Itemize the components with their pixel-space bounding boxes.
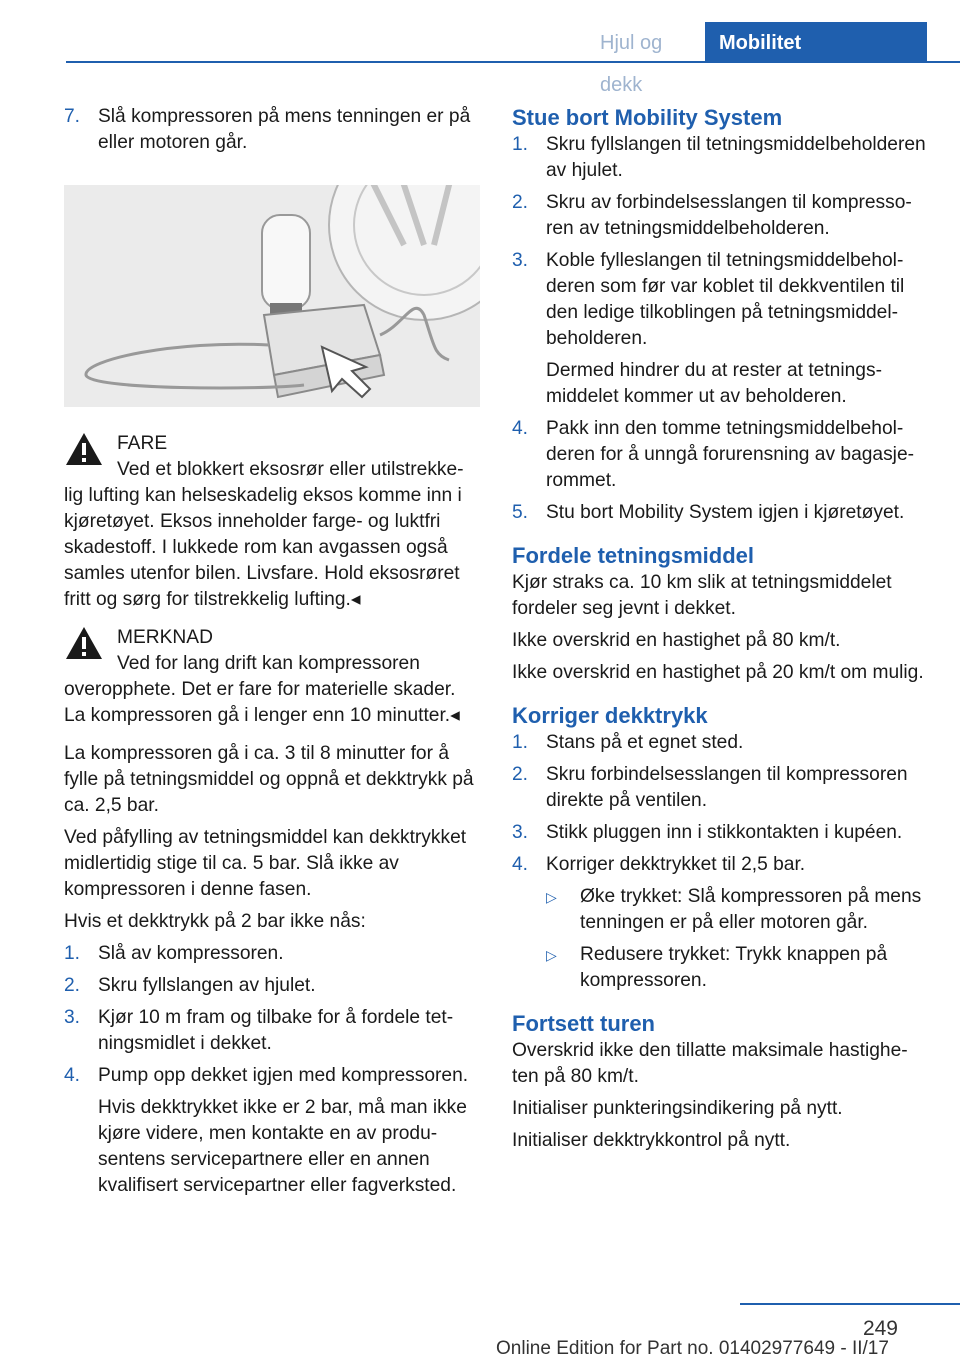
notice-warning [64, 625, 480, 729]
list-number: 1. [64, 943, 81, 964]
list-number: 4. [512, 418, 529, 439]
paragraph: La kompressoren gå i ca. 3 til 8 minutter for å fylle på tetningsmiddel og oppnå et dekktrykk på ca. 2,5 bar. [64, 743, 474, 816]
list-text: Pump opp dekket igjen med kompressoren. [98, 1065, 469, 1086]
list-number: 2. [64, 975, 81, 996]
sub-list-text: Redusere trykket: Trykk knappen på kompressoren. [580, 944, 888, 991]
list-item [64, 973, 480, 999]
list-text: Kjør 10 m fram og tilbake for å fordele tetningsmidlet i dekket. [98, 1007, 454, 1054]
paragraph: Initialiser dekktrykkontrol på nytt. [512, 1130, 791, 1151]
list-text: Koble fylleslangen til tetningsmiddelbeholderen som før var koblet til dekkventilen til den ledige tilkoblingen på tetningsmiddelbeholderen. [546, 250, 905, 349]
sub-list-text: Øke trykket: Slå kompressoren på mens tenningen er på eller motoren går. [580, 886, 922, 933]
list-text: Stans på et egnet sted. [546, 732, 744, 753]
page-number: 249 [862, 1317, 898, 1340]
paragraph: Overskrid ikke den tillatte maksimale hastigheten på 80 km/t. [512, 1040, 908, 1087]
list-number: 2. [512, 764, 529, 785]
list-item [512, 730, 926, 756]
list-item [64, 941, 480, 967]
list-number: 3. [64, 1007, 81, 1028]
list-text: Skru fyllslangen til tetningsmiddelbeholderen av hjulet. [546, 134, 926, 181]
list-item [512, 132, 926, 184]
edition-note: Online Edition for Part no. 01402977649 - II/17 [496, 1338, 889, 1359]
list-text: Stikk pluggen inn i stikkontakten i kupéen. [546, 822, 903, 843]
paragraph: Ved påfylling av tetningsmiddel kan dekktrykket midlertidig stige til ca. 5 bar. Slå ikke av kompressoren i denne fasen. [64, 827, 467, 900]
section-tab: Hjul og dekk [600, 32, 663, 96]
list-item [64, 1005, 480, 1057]
list-text: Skru av forbindelsesslangen til kompressoren av tetningsmiddelbeholderen. [546, 192, 912, 239]
warning-text-first-line: Ved et blokkert eksosrør eller utilstrekke- [117, 459, 464, 480]
section-heading: Stue bort Mobility System [512, 105, 783, 130]
compressor-illustration [64, 185, 480, 407]
warning-triangle-icon [64, 625, 104, 661]
warning-heading: MERKNAD [117, 627, 213, 648]
list-number: 3. [512, 250, 529, 271]
page-header [563, 22, 927, 96]
triangle-bullet-icon: ▷ [546, 889, 557, 905]
list-continuation: Dermed hindrer du at rester at tetningsmiddelet kommer ut av beholderen. [546, 360, 882, 407]
list-number: 5. [512, 502, 529, 523]
right-column [512, 104, 926, 1160]
list-text: Stu bort Mobility System igjen i kjøretøyet. [546, 502, 905, 523]
section-heading: Fortsett turen [512, 1011, 655, 1036]
section-heading: Fordele tetningsmiddel [512, 543, 755, 568]
warning-triangle-icon [64, 431, 104, 467]
list-text: Pakk inn den tomme tetningsmiddelbeholderen for å unngå forurensning av bagasjerommet. [546, 418, 915, 491]
list-number: 1. [512, 732, 529, 753]
list-item [512, 762, 926, 814]
chapter-tab: Mobilitet [705, 22, 927, 62]
paragraph: Initialiser punkteringsindikering på nytt. [512, 1098, 843, 1119]
list-text: Korriger dekktrykket til 2,5 bar. [546, 854, 806, 875]
list-item [512, 190, 926, 242]
paragraph: Kjør straks ca. 10 km slik at tetningsmiddelet fordeler seg jevnt i dekket. [512, 572, 892, 619]
warning-text: overopphete. Det er fare for materielle skader. La kompressoren gå i lenger enn 10 minutter.◂ [64, 679, 460, 726]
warning-heading: FARE [117, 433, 168, 454]
list-text: Skru fyllslangen av hjulet. [98, 975, 316, 996]
left-column [64, 104, 480, 1205]
list-number: 4. [64, 1065, 81, 1086]
paragraph: Ikke overskrid en hastighet på 80 km/t. [512, 630, 841, 651]
paragraph: Hvis et dekktrykk på 2 bar ikke nås: [64, 911, 366, 932]
warning-text-first-line: Ved for lang drift kan kompressoren [117, 653, 420, 674]
header-rule [66, 61, 960, 63]
list-text: Slå av kompressoren. [98, 943, 284, 964]
list-item [512, 248, 926, 352]
section-heading: Korriger dekktrykk [512, 703, 708, 728]
list-number: 2. [512, 192, 529, 213]
list-number: 4. [512, 854, 529, 875]
danger-warning [64, 431, 480, 613]
triangle-bullet-icon: ▷ [546, 947, 557, 963]
footer-rule [740, 1303, 960, 1305]
paragraph: Ikke overskrid en hastighet på 20 km/t om mulig. [512, 662, 924, 683]
list-text: Slå kompressoren på mens tenningen er på eller motoren går. [98, 106, 471, 153]
warning-text: lig lufting kan helseskadelig eksos komme inn i kjøretøyet. Eksos inneholder farge- og luktfri skadestoff. I lukkede rom kan avgassen også samles utenfor bilen. Livsfare. Hold eksosrøret fritt og sørg for tilstrekkelig lufting.◂ [64, 485, 462, 610]
list-number: 3. [512, 822, 529, 843]
list-number: 7. [64, 106, 81, 127]
list-item [64, 1063, 480, 1089]
list-number: 1. [512, 134, 529, 155]
list-item [64, 104, 480, 156]
sub-list-item [546, 884, 926, 936]
list-text: Skru forbindelsesslangen til kompressoren direkte på ventilen. [546, 764, 908, 811]
list-item [512, 500, 926, 526]
list-item [512, 416, 926, 494]
list-item [512, 852, 926, 878]
list-item [512, 820, 926, 846]
sub-list-item [546, 942, 926, 994]
list-continuation: Hvis dekktrykket ikke er 2 bar, må man ikke kjøre videre, men kontakte en av produsentens servicepartnere eller en annen kvalifisert servicepartner eller fagverksted. [98, 1097, 467, 1196]
